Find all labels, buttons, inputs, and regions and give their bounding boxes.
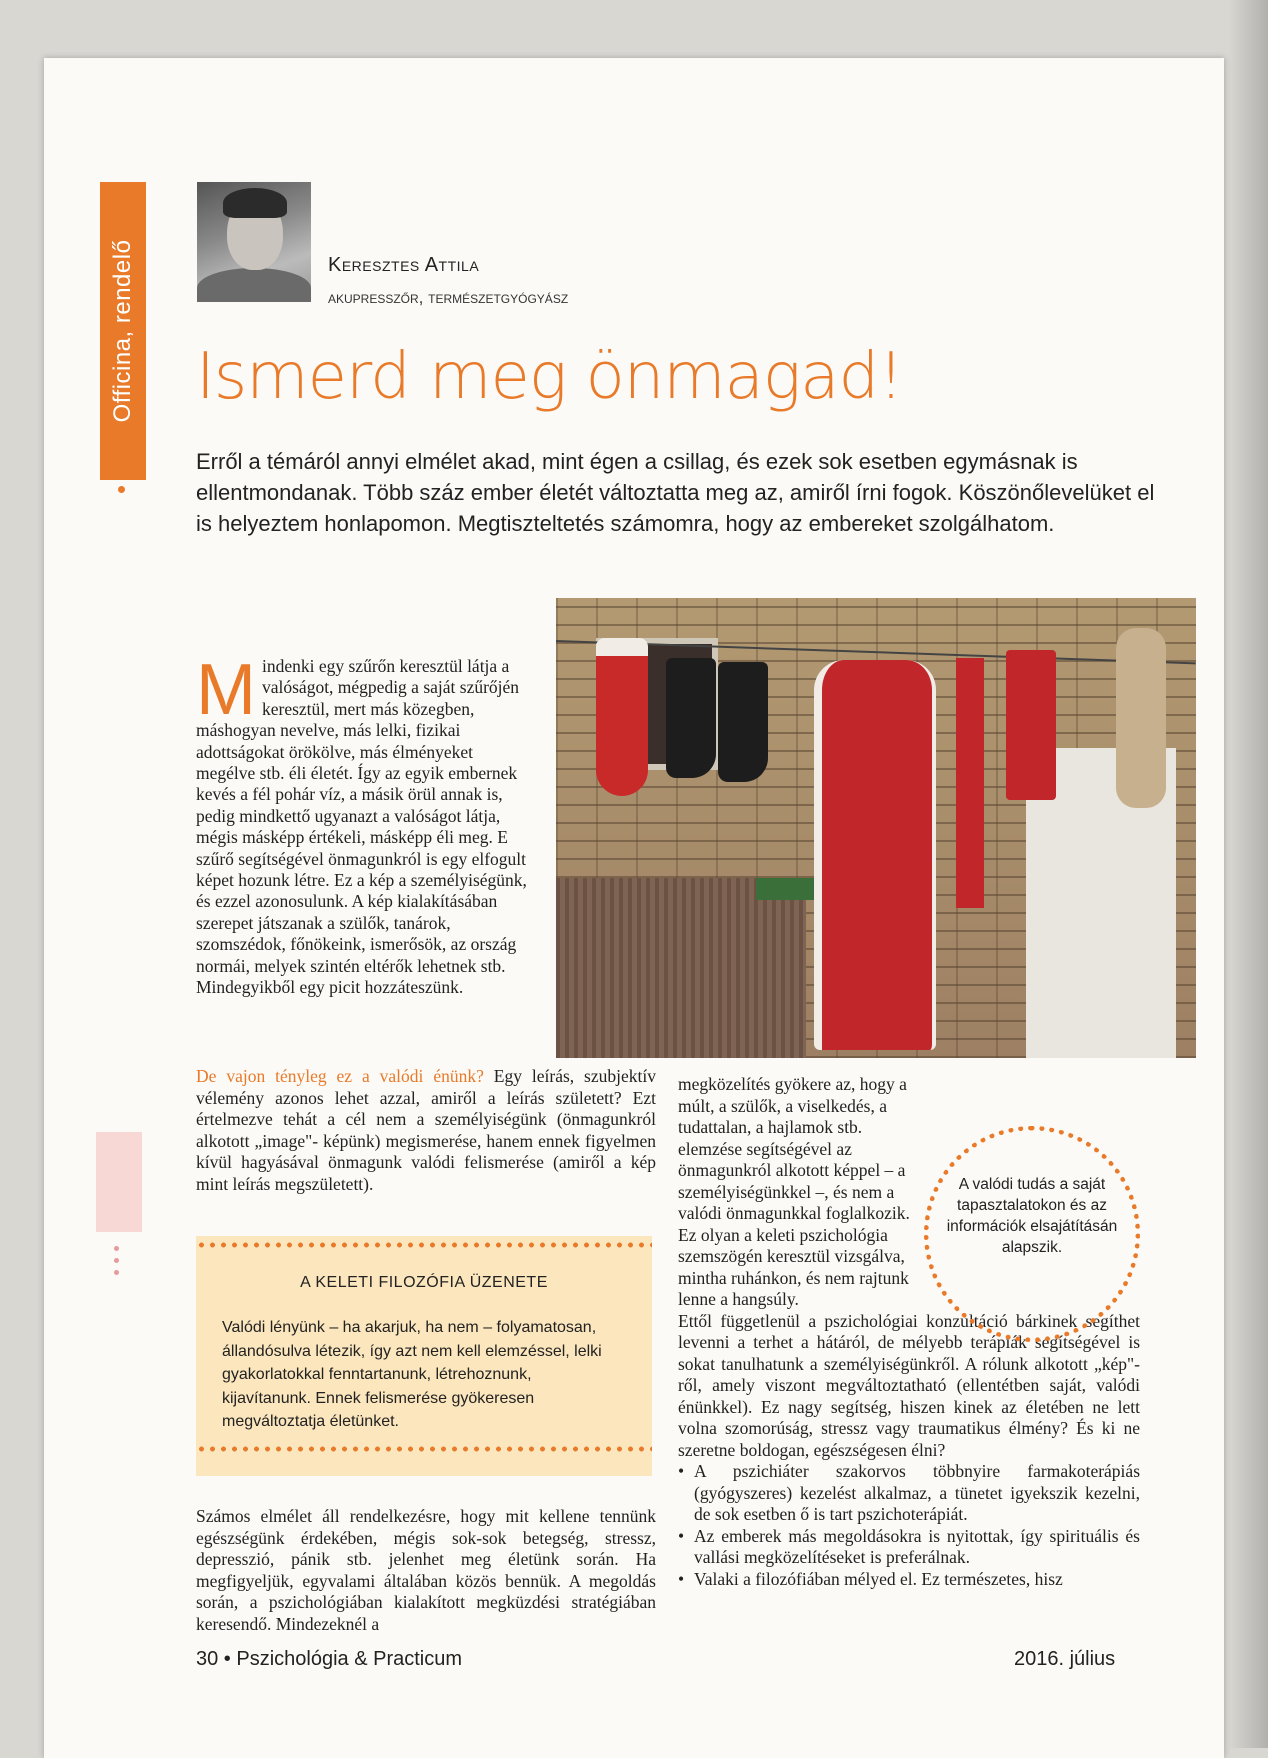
article-photo (556, 598, 1196, 1058)
list-item: • Az emberek más megoldásokra is nyitottak, így spirituális és vallási megközelítéseket is preferálnak. (678, 1526, 1140, 1569)
dropcap: M (196, 650, 256, 730)
author-role: akupresszőr, természetgyógyász (328, 288, 569, 307)
body-left-bottom: Számos elmélet áll rendelkezésre, hogy mit kellene tennünk egészségünk érdekében, mégis sok-sok betegség, stressz, depresszió, pánik stb. jelenhet meg életünk során. Ha megfigyeljük, egyvalami általában közös bennük. A megoldás során, a pszichológiában kialakított megküzdési stratégiában keresendő. Mindezeknél a (196, 1506, 656, 1634)
article-lead: Erről a témáról annyi elmélet akad, mint égen a csillag, és ezek sok esetben egymásnak is ellentmondanak. Több száz ember életét változtatta meg az, amiről írni fogok. Köszönőlevelüket el is helyeztem honlapomon. Megtiszteltetés számomra, hogy az embereket szolgálhatom. (196, 449, 1155, 536)
pull-quote-text: A valódi tudás a saját tapasztalatokon és az információk elsajátításán alapszik. (946, 1176, 1118, 1256)
body-right-top: megközelítés gyökere az, hogy a múlt, a szülők, a viselkedés, a tudattalan, a hajlamok stb. elemzése segítségével az önmagunkról alkotott képpel – a személyiségünkkel –, és nem a valódi önmagunkkal foglalkozik. Ez olyan a keleti pszichológia szemszögén keresztül vizsgálva, mintha ruhánkon, és nem rajtunk lenne a hangsúly. (678, 1074, 910, 1309)
list-item: • A pszichiáter szakorvos többnyire farmakoterápiás (gyógyszeres) kezelést alkalmaz, a tünetet igyekszik kezelni, de sok esetben ő is tart pszichoterápiát. (678, 1461, 1140, 1526)
pull-quote (924, 1126, 1140, 1342)
section-tab (100, 182, 146, 480)
body-question-paragraph (196, 1066, 656, 1196)
page-spine-shadow (1228, 0, 1268, 1748)
section-tab-dots (114, 456, 128, 501)
footer-date: 2016. július (1014, 1648, 1116, 1670)
side-tab-mark (96, 1132, 142, 1232)
author-portrait (197, 182, 311, 302)
santa-robe-shape (814, 660, 936, 1050)
author-name: Keresztes Attila (328, 254, 480, 276)
box-text: Valódi lényünk – ha akarjuk, ha nem – folyamatosan, állandósulva létezik, így azt nem kell elemzéssel, lelki gyakorlatokkal fenntartanunk, létrehoznunk, kijavítanunk. Ennek felismerése gyökeresen megváltoztatja életünket. (222, 1319, 602, 1430)
east-philosophy-box (196, 1236, 652, 1476)
list-item: • Valaki a filozófiában mélyed el. Ez természetes, hisz (678, 1569, 1140, 1591)
body-question-continuation: Egy leírás, szubjektív vélemény azonos lehet azzal, amiről a leírás született? Ezt értelmezve tehát a cél nem a személyiségünk (önmagunkról alkotott „image"- képünk) megismerése, hanem ennek figyelmen kívül hagyásával önmagunk valódi felismerése (amiről a kép mint leírás megszületett). (196, 1066, 656, 1194)
highlighted-question: De vajon tényleg ez a valódi énünk? (196, 1066, 484, 1086)
stocking-shape (596, 638, 648, 796)
article-headline: Ismerd meg önmagad! (196, 340, 903, 414)
section-tab-label: Officina, rendelő (109, 239, 136, 423)
body-intro-text: indenki egy szűrőn keresztül látja a valóságot, mégpedig a saját szűrőjén keresztül, mert más közegben, máshogyan nevelve, más lelki, fizikai adottságokat örökölve, más élményeket megélve stb. éli életét. Így az egyik embernek kevés a fél pohár víz, a másik örül annak is, pedig mindkettő ugyanazt a valóságot látja, mégis másképp értékeli, másképp éli meg. E szűrő segítségével önmagunkról is egy elfogult képet hozunk létre. Ez a kép a személyiségünk, és ezzel azonosulunk. A kép kialakításában szerepet játszanak a szülők, tanárok, szomszédok, főnökeink, ismerősök, az ország normái, melyek szintén eltérők lehetnek stb. Mindegyikből egy picit hozzáteszünk. (196, 656, 527, 998)
box-title: A KELETI FILOZÓFIA ÜZENETE (300, 1274, 548, 1291)
footer-page-info: 30 • Pszichológia & Practicum (196, 1648, 463, 1670)
boot-shape (718, 662, 768, 782)
body-right-bullets (678, 1461, 1140, 1590)
boot-shape (666, 658, 716, 778)
body-intro (196, 650, 536, 999)
side-tab-dots (114, 1246, 119, 1282)
body-right-paragraph: Ettől függetlenül a pszichológiai konzultáció bárkinek segíthet levenni a terhet a hátáról, de mélyebb terápiák segítségével is sokat tanulhatunk a személyiségünkről. A rólunk alkotott „kép"-ről, amely viszont megváltoztatható (ellentétben saját, valódi énünkkel). Ez nagy segítség, hiszen kinek az életében ne lett volna szomorúság, stressz vagy traumatikus élmény? És ki ne szeretne boldogan, egészségesen élni? (678, 1310, 1140, 1460)
